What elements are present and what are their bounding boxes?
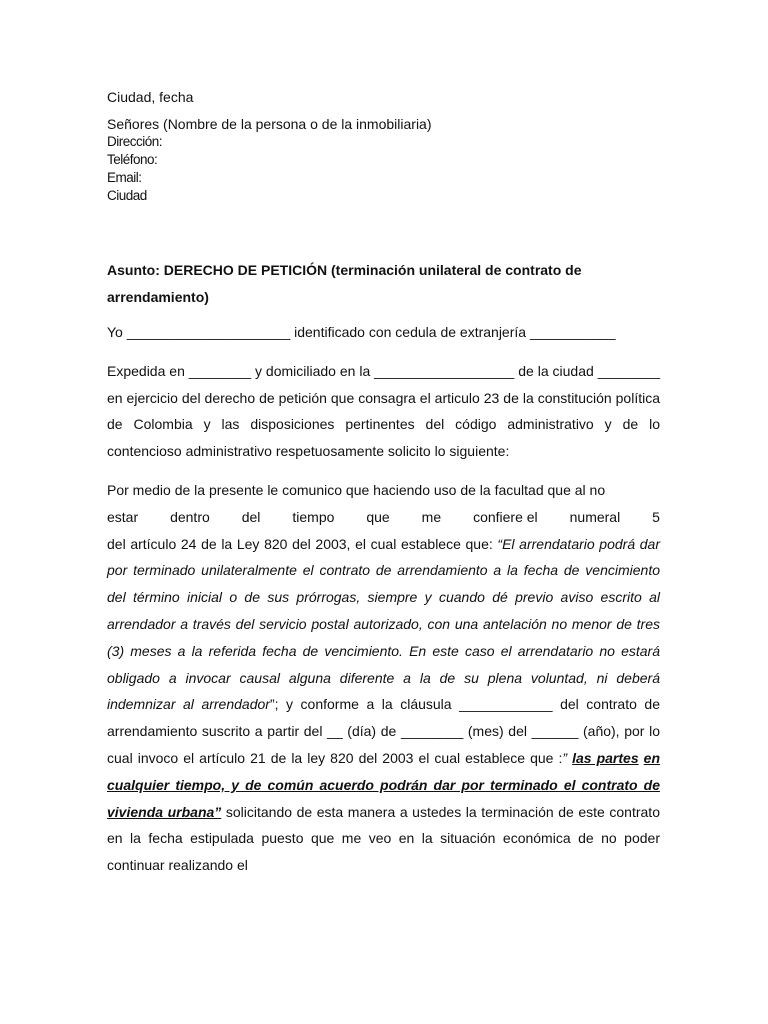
city-label: Ciudad <box>107 188 147 203</box>
bold-quote-part-1: las partes <box>572 749 639 766</box>
paragraph-1: Expedida en ________ y domiciliado en la __________________ de la ciudad ________ en ejercicio del derecho de petición que consagra el articulo 23 de la constitución política de Colombia y las disposiciones pertinentes del código administrativo y de lo contencioso administrativo respetuosamente solicito lo siguiente: <box>107 362 660 460</box>
address-label: Dirección: <box>107 134 163 149</box>
law-quote: “El arrendatario podrá dar por terminado unilateralmente el contrato de arrendamiento a la fecha de vencimiento del término inicial o de sus prórrogas, siempre y cuando dé previo aviso escrito al arrendador a través del servicio postal autorizado, con una antelación no menor de tres (3) meses a la referida fecha de vencimiento. En este caso el arrendatario no estará obligado a invocar causal alguna diferente a la de su plena voluntad, ni deberá indemnizar al arrendador <box>107 535 660 713</box>
addressee: Señores (Nombre de la persona o de la inmobiliaria) <box>107 116 432 132</box>
paragraph-2-line-2-word: que <box>366 508 390 525</box>
letter-page <box>107 88 660 879</box>
paragraph-2-body <box>107 531 660 879</box>
paragraph-2-line-2-word: 5 <box>652 508 660 525</box>
subject-line: Asunto: DERECHO DE PETICIÓN (terminación unilateral de contrato de arrendamiento) <box>107 262 582 305</box>
phone-label: Teléfono: <box>107 152 158 167</box>
paragraph-2-text-b: ”; y conforme a la cláusula ____________ del contrato de arrendamiento suscrito a partir del __ (día) de ________ (mes) del ______ (año), por lo cual invoco el artículo 21 de la ley 820 del 2003 el cual establece que : <box>107 696 660 766</box>
city-date: Ciudad, fecha <box>107 89 194 105</box>
paragraph-2-line-2-word: dentro <box>170 508 210 525</box>
paragraph-2-line-2-word: confiere el <box>473 508 538 525</box>
paragraph-2-line-2-word: numeral <box>569 508 621 525</box>
paragraph-2-line-2 <box>107 504 660 531</box>
paragraph-2-line-2-word: tiempo <box>292 508 335 525</box>
paragraph-2-line-2-word: me <box>421 508 442 525</box>
paragraph-2-line-1: Por medio de la presente le comunico que haciendo uso de la facultad que al no <box>107 481 606 498</box>
paragraph-2-text-c: solicitando de esta manera a ustedes la terminación de este contrato en la fecha estipulada puesto que me veo en la situación económica de no poder continuar realizando el <box>107 803 660 874</box>
paragraph-2-line-2-word: estar <box>107 508 139 525</box>
paragraph-2-line-2-word: del <box>241 508 261 525</box>
paragraph-2-text-a: del artículo 24 de la Ley 820 del 2003, el cual establece que: <box>107 535 498 552</box>
bold-quote-part-2: en cualquier tiempo, y de común acuerdo podrán dar por terminado el contrato de vivienda urbana” <box>107 749 661 820</box>
quote-open: ” <box>562 749 573 766</box>
intro-line: Yo _____________________ identificado con cedula de extranjería ___________ <box>107 324 616 340</box>
email-label: Email: <box>107 170 142 185</box>
paragraph-2 <box>107 477 660 879</box>
